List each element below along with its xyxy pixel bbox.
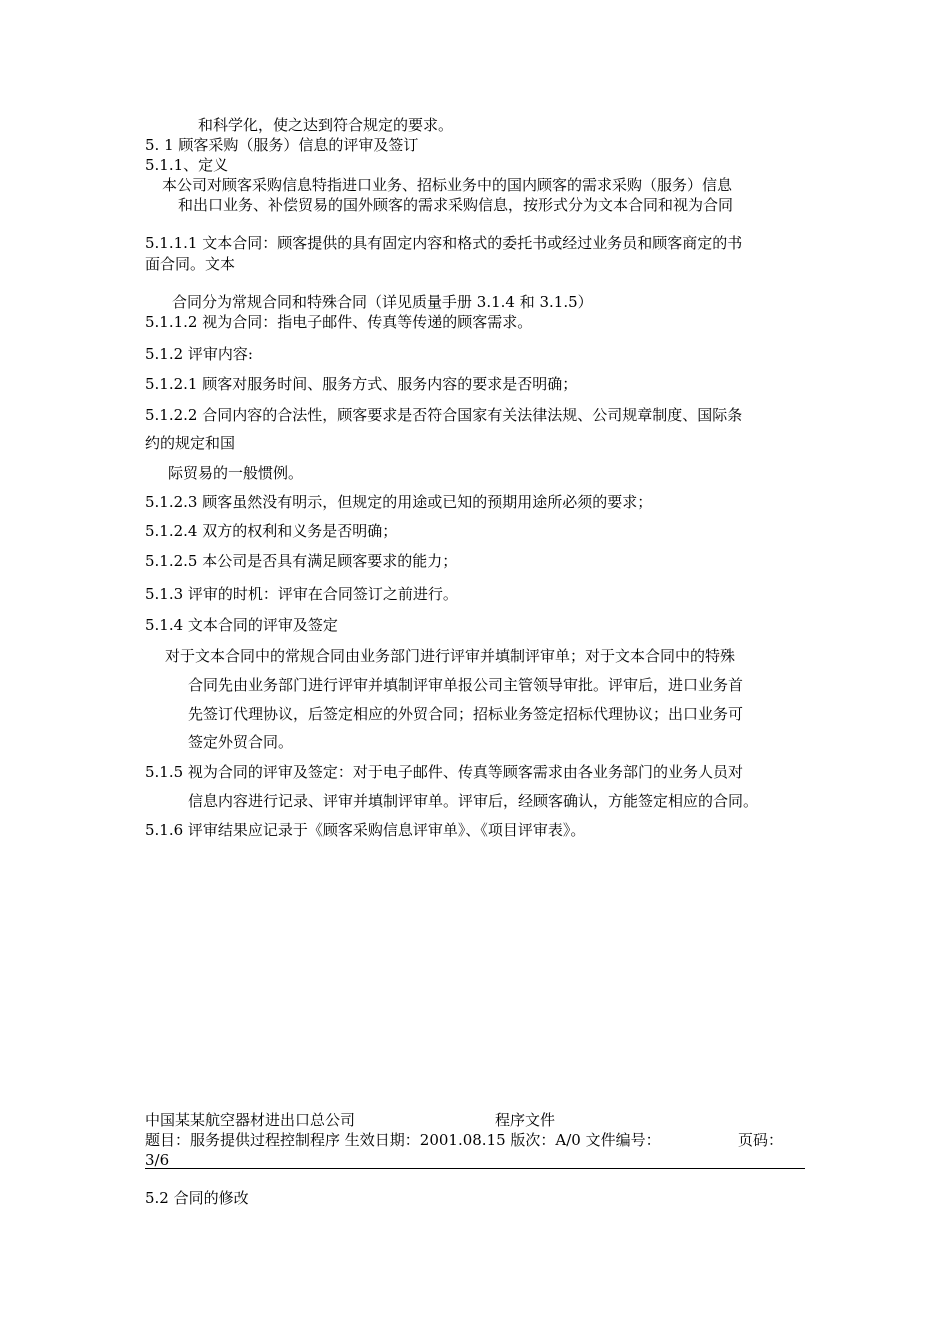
text-line-continuation: 和科学化，使之达到符合规定的要求。 xyxy=(198,116,454,134)
text-contract-review-line-4: 签定外贸合同。 xyxy=(188,733,294,751)
document-type: 程序文件 xyxy=(495,1111,556,1129)
document-info: 题目：服务提供过程控制程序 生效日期：2001.08.15 版次：A/0 文件编号： xyxy=(145,1131,661,1149)
definition-line-1: 本公司对顾客采购信息特指进口业务、招标业务中的国内顾客的需求采购（服务）信息 xyxy=(162,176,733,194)
review-item-5-1-2-3: 5.1.2.3 顾客虽然没有明示，但规定的用途或已知的预期用途所必须的要求； xyxy=(145,493,653,511)
review-item-5-1-2-2-line-3: 际贸易的一般惯例。 xyxy=(168,464,304,482)
review-timing-5-1-3: 5.1.3 评审的时机：评审在合同签订之前进行。 xyxy=(145,585,458,603)
text-contract-review-line-2: 合同先由业务部门进行评审并填制评审单报公司主管领导审批。评审后，进口业务首 xyxy=(188,676,744,694)
text-contract-line-1: 5.1.1.1 文本合同：顾客提供的具有固定内容和格式的委托书或经过业务员和顾客商定的书 xyxy=(145,234,743,252)
text-contract-review-line-1: 对于文本合同中的常规合同由业务部门进行评审并填制评审单；对于文本合同中的特殊 xyxy=(165,647,736,665)
section-heading-5-1-1: 5.1.1、定义 xyxy=(145,156,229,174)
company-name: 中国某某航空器材进出口总公司 xyxy=(145,1111,356,1129)
header-divider xyxy=(145,1168,805,1169)
text-contract-line-3: 合同分为常规合同和特殊合同（详见质量手册 3.1.4 和 3.1.5） xyxy=(172,293,593,311)
review-record-5-1-6: 5.1.6 评审结果应记录于《顾客采购信息评审单》、《项目评审表》。 xyxy=(145,821,586,839)
deemed-contract-review-line-2: 信息内容进行记录、评审并填制评审单。评审后，经顾客确认，方能签定相应的合同。 xyxy=(188,792,759,810)
section-heading-5-1: 5. 1 顾客采购（服务）信息的评审及签订 xyxy=(145,136,419,154)
text-contract-review-heading: 5.1.4 文本合同的评审及签定 xyxy=(145,616,338,634)
review-item-5-1-2-5: 5.1.2.5 本公司是否具有满足顾客要求的能力； xyxy=(145,552,458,570)
text-contract-line-2: 面合同。文本 xyxy=(145,255,236,273)
page-number-label: 页码： xyxy=(738,1131,784,1149)
section-heading-5-2: 5.2 合同的修改 xyxy=(145,1189,249,1207)
review-item-5-1-2-2-line-2: 约的规定和国 xyxy=(145,434,236,452)
review-item-5-1-2-2-line-1: 5.1.2.2 合同内容的合法性，顾客要求是否符合国家有关法律法规、公司规章制度、国际条 xyxy=(145,406,743,424)
page-number: 3/6 xyxy=(145,1151,170,1169)
review-content-heading: 5.1.2 评审内容: xyxy=(145,345,253,363)
deemed-contract-line: 5.1.1.2 视为合同：指电子邮件、传真等传递的顾客需求。 xyxy=(145,313,533,331)
review-item-5-1-2-1: 5.1.2.1 顾客对服务时间、服务方式、服务内容的要求是否明确； xyxy=(145,375,578,393)
definition-line-2: 和出口业务、补偿贸易的国外顾客的需求采购信息，按形式分为文本合同和视为合同 xyxy=(178,196,734,214)
deemed-contract-review-line-1: 5.1.5 视为合同的评审及签定：对于电子邮件、传真等顾客需求由各业务部门的业务人员对 xyxy=(145,763,743,781)
text-contract-review-line-3: 先签订代理协议，后签定相应的外贸合同；招标业务签定招标代理协议；出口业务可 xyxy=(188,705,744,723)
review-item-5-1-2-4: 5.1.2.4 双方的权利和义务是否明确； xyxy=(145,522,398,540)
